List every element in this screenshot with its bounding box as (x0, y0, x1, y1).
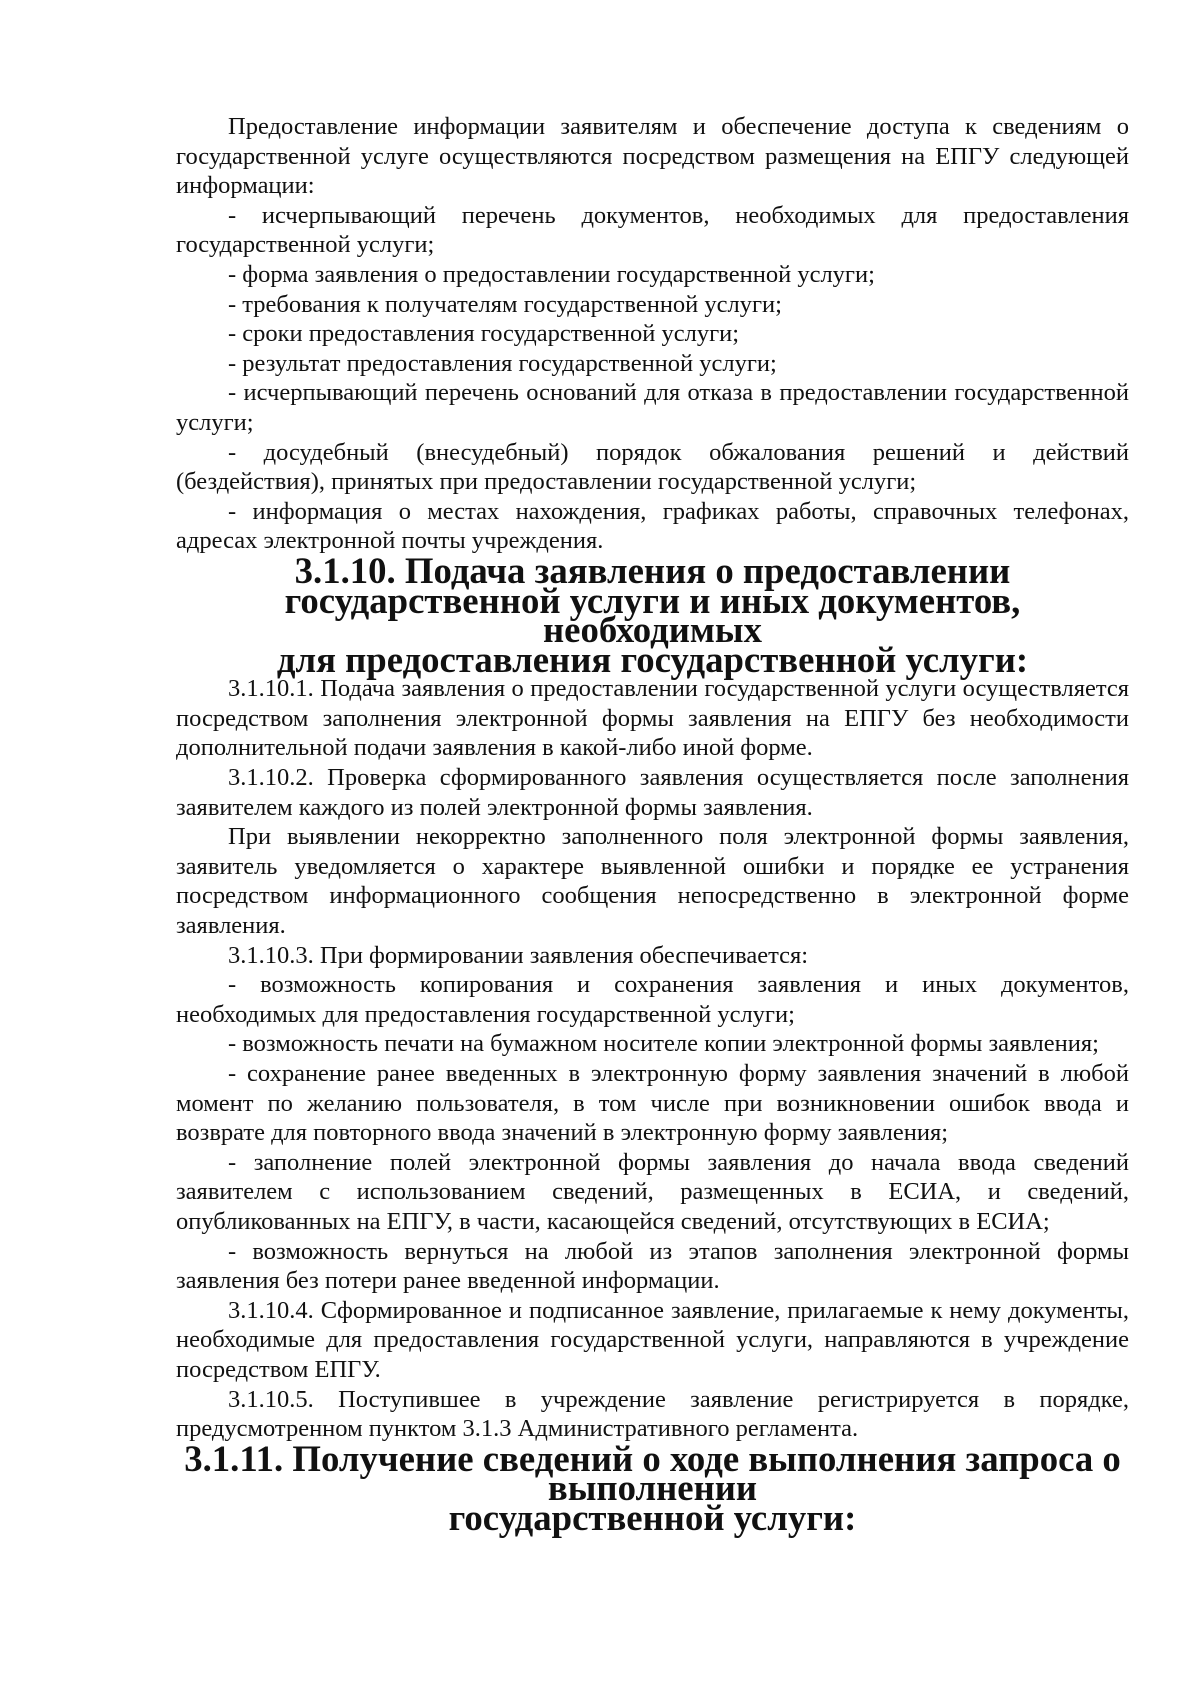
section-heading-3-1-10 (176, 549, 1129, 680)
paragraph-3-1-10-5: 3.1.10.5. Поступившее в учреждение заявление регистрируется в порядке, предусмотренном пунктом 3.1.3 Административного регламента. (176, 1385, 1129, 1443)
paragraph-3-1-10-4: 3.1.10.4. Сформированное и подписанное заявление, прилагаемые к нему документы, необходимые для предоставления государственной услуги, направляются в учреждение посредством ЕПГУ. (176, 1296, 1129, 1383)
intro-paragraph: Предоставление информации заявителям и обеспечение доступа к сведениям о государственной услуге осуществляются посредством размещения на ЕПГУ следующей информации: (176, 113, 1129, 200)
heading-line: для предоставления государственной услуги: (276, 638, 1029, 680)
paragraph-3-1-10-1: 3.1.10.1. Подача заявления о предоставлении государственной услуги осуществляется посредством заполнения электронной формы заявления на ЕПГУ без необходимости дополнительной подачи заявления в какой-либо иной форме. (176, 675, 1129, 762)
list-item: - информация о местах нахождения, графиках работы, справочных телефонах, адресах электронной почты учреждения. (176, 497, 1129, 555)
heading-line: 3.1.11. Получение сведений о ходе выполнения запроса о выполнении (184, 1437, 1121, 1509)
paragraph-3-1-10-2: 3.1.10.2. Проверка сформированного заявления осуществляется после заполнения заявителем каждого из полей электронной формы заявления. (176, 764, 1129, 821)
paragraph-3-1-10-3: 3.1.10.3. При формировании заявления обеспечивается: (228, 941, 809, 969)
list-item: - досудебный (внесудебный) порядок обжалования решений и действий (бездействия), принятых при предоставлении государственной услуги; (176, 438, 1129, 496)
heading-line: 3.1.10. Подача заявления о предоставлении (294, 549, 1011, 591)
list-item: - сохранение ранее введенных в электронную форму заявления значений в любой момент по желанию пользователя, в том числе при возникновении ошибок ввода и возврате для повторного ввода значений в электронную форму заявления; (176, 1060, 1129, 1147)
list-item: - исчерпывающий перечень оснований для отказа в предоставлении государственной услуги; (176, 379, 1129, 436)
list-item: - сроки предоставления государственной услуги; (228, 320, 740, 348)
list-item: - заполнение полей электронной формы заявления до начала ввода сведений заявителем с использованием сведений, размещенных в ЕСИА, и сведений, опубликованных на ЕПГУ, в части, касающейся сведений, отсутствующих в ЕСИА; (176, 1148, 1129, 1235)
list-item: - исчерпывающий перечень документов, необходимых для предоставления государственной услуги; (176, 201, 1129, 259)
list-item: - форма заявления о предоставлении государственной услуги; (228, 260, 875, 288)
document-page (176, 112, 1129, 1538)
list-item: - возможность копирования и сохранения заявления и иных документов, необходимых для предоставления государственной услуги; (176, 971, 1129, 1028)
list-item: - возможность вернуться на любой из этапов заполнения электронной формы заявления без потери ранее введенной информации. (176, 1237, 1129, 1295)
list-item: - требования к получателям государственной услуги; (228, 290, 782, 318)
section-heading-3-1-11 (176, 1437, 1129, 1538)
list-item: - результат предоставления государственной услуги; (228, 349, 777, 377)
heading-line: государственной услуги: (448, 1496, 857, 1538)
list-item: - возможность печати на бумажном носителе копии электронной формы заявления; (228, 1030, 1099, 1058)
paragraph-error-notice: При выявлении некорректно заполненного поля электронной формы заявления, заявитель уведомляется о характере выявленной ошибки и порядке ее устранения посредством информационного сообщения непосредственно в электронной форме заявления. (176, 823, 1129, 940)
heading-line: государственной услуги и иных документов, необходимых (284, 579, 1021, 651)
